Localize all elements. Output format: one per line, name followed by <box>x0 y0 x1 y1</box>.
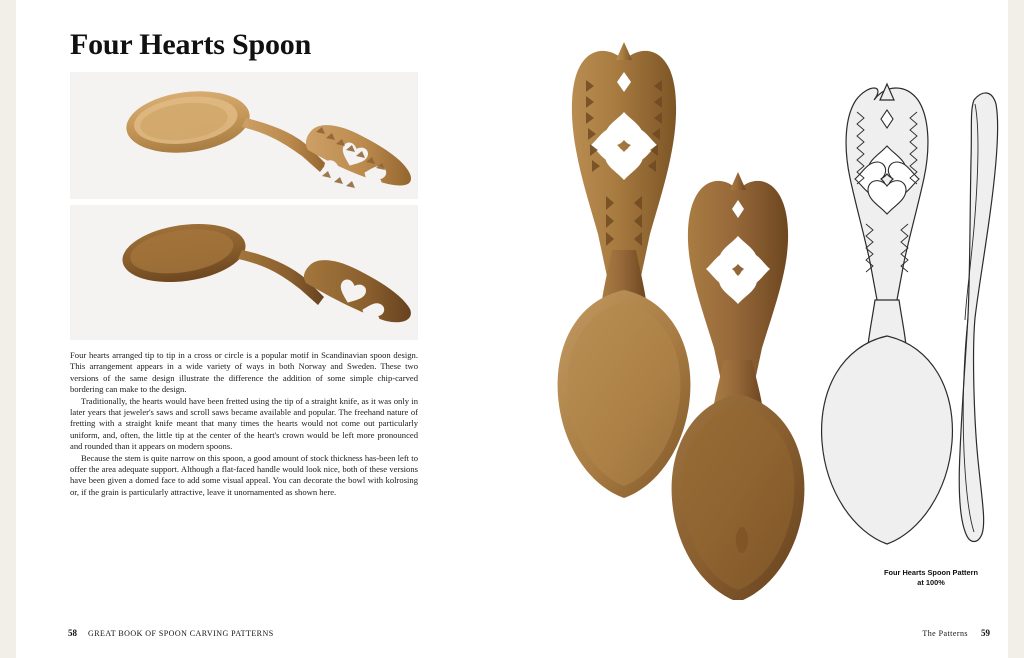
folio-left: 58 <box>68 628 77 638</box>
plain-spoon-photo <box>672 172 805 600</box>
photo-dark-spoon <box>70 205 418 340</box>
pattern-caption-line-1: Four Hearts Spoon Pattern <box>883 568 979 577</box>
pattern-caption-line-2: at 100% <box>917 577 945 587</box>
carved-spoon-photo <box>558 42 691 498</box>
photo-light-spoon <box>70 72 418 199</box>
pattern-illustrations <box>528 0 1024 600</box>
body-copy <box>70 350 418 498</box>
paragraph-1: Four hearts arranged tip to tip in a cross or circle is a popular motif in Scandinavian spoon design. This arrangement appears in a wide variety of ways in both Norway and Sweden. These two versions of the same design illustrate the difference the addition of some simple chip-carved bordering can make to the design. <box>70 350 418 395</box>
pattern-art-area <box>528 0 1024 600</box>
folio-right: 59 <box>981 628 990 638</box>
left-page <box>32 0 528 658</box>
spread-sheet <box>16 0 1008 658</box>
footer-right <box>528 628 1008 640</box>
dark-spoon-illustration <box>70 205 418 340</box>
right-page <box>528 0 1024 658</box>
page-title: Four Hearts Spoon <box>70 28 312 61</box>
pattern-caption <box>846 568 1016 587</box>
paragraph-2: Traditionally, the hearts would have been fretted using the tip of a straight knife, as it was only in later years that jeweler's saws and scroll saws became available and popular. The freehand nature of fretting with a straight knife meant that many times the hearts would not come out particularly uniform, and, often, the little tip at the center of the heart's crown would be left more pronounced and rounded than it appears on modern spoons. <box>70 395 418 452</box>
paragraph-3: Because the stem is quite narrow on this spoon, a good amount of stock thickness has-been left to offer the area adequate support. Although a flat-faced handle would look nice, both of these versions have been given a domed face to add some visual appeal. You can decorate the bowl with kolrosing or, if the grain is particularly attractive, leave it unornamented as shown here. <box>70 452 418 497</box>
pattern-side-profile <box>959 93 997 542</box>
running-head-right: The Patterns <box>922 629 968 638</box>
running-head-left: GREAT BOOK OF SPOON CARVING PATTERNS <box>88 629 274 638</box>
pattern-front-view <box>822 84 953 544</box>
light-spoon-illustration <box>70 72 418 199</box>
footer-left <box>48 628 528 640</box>
